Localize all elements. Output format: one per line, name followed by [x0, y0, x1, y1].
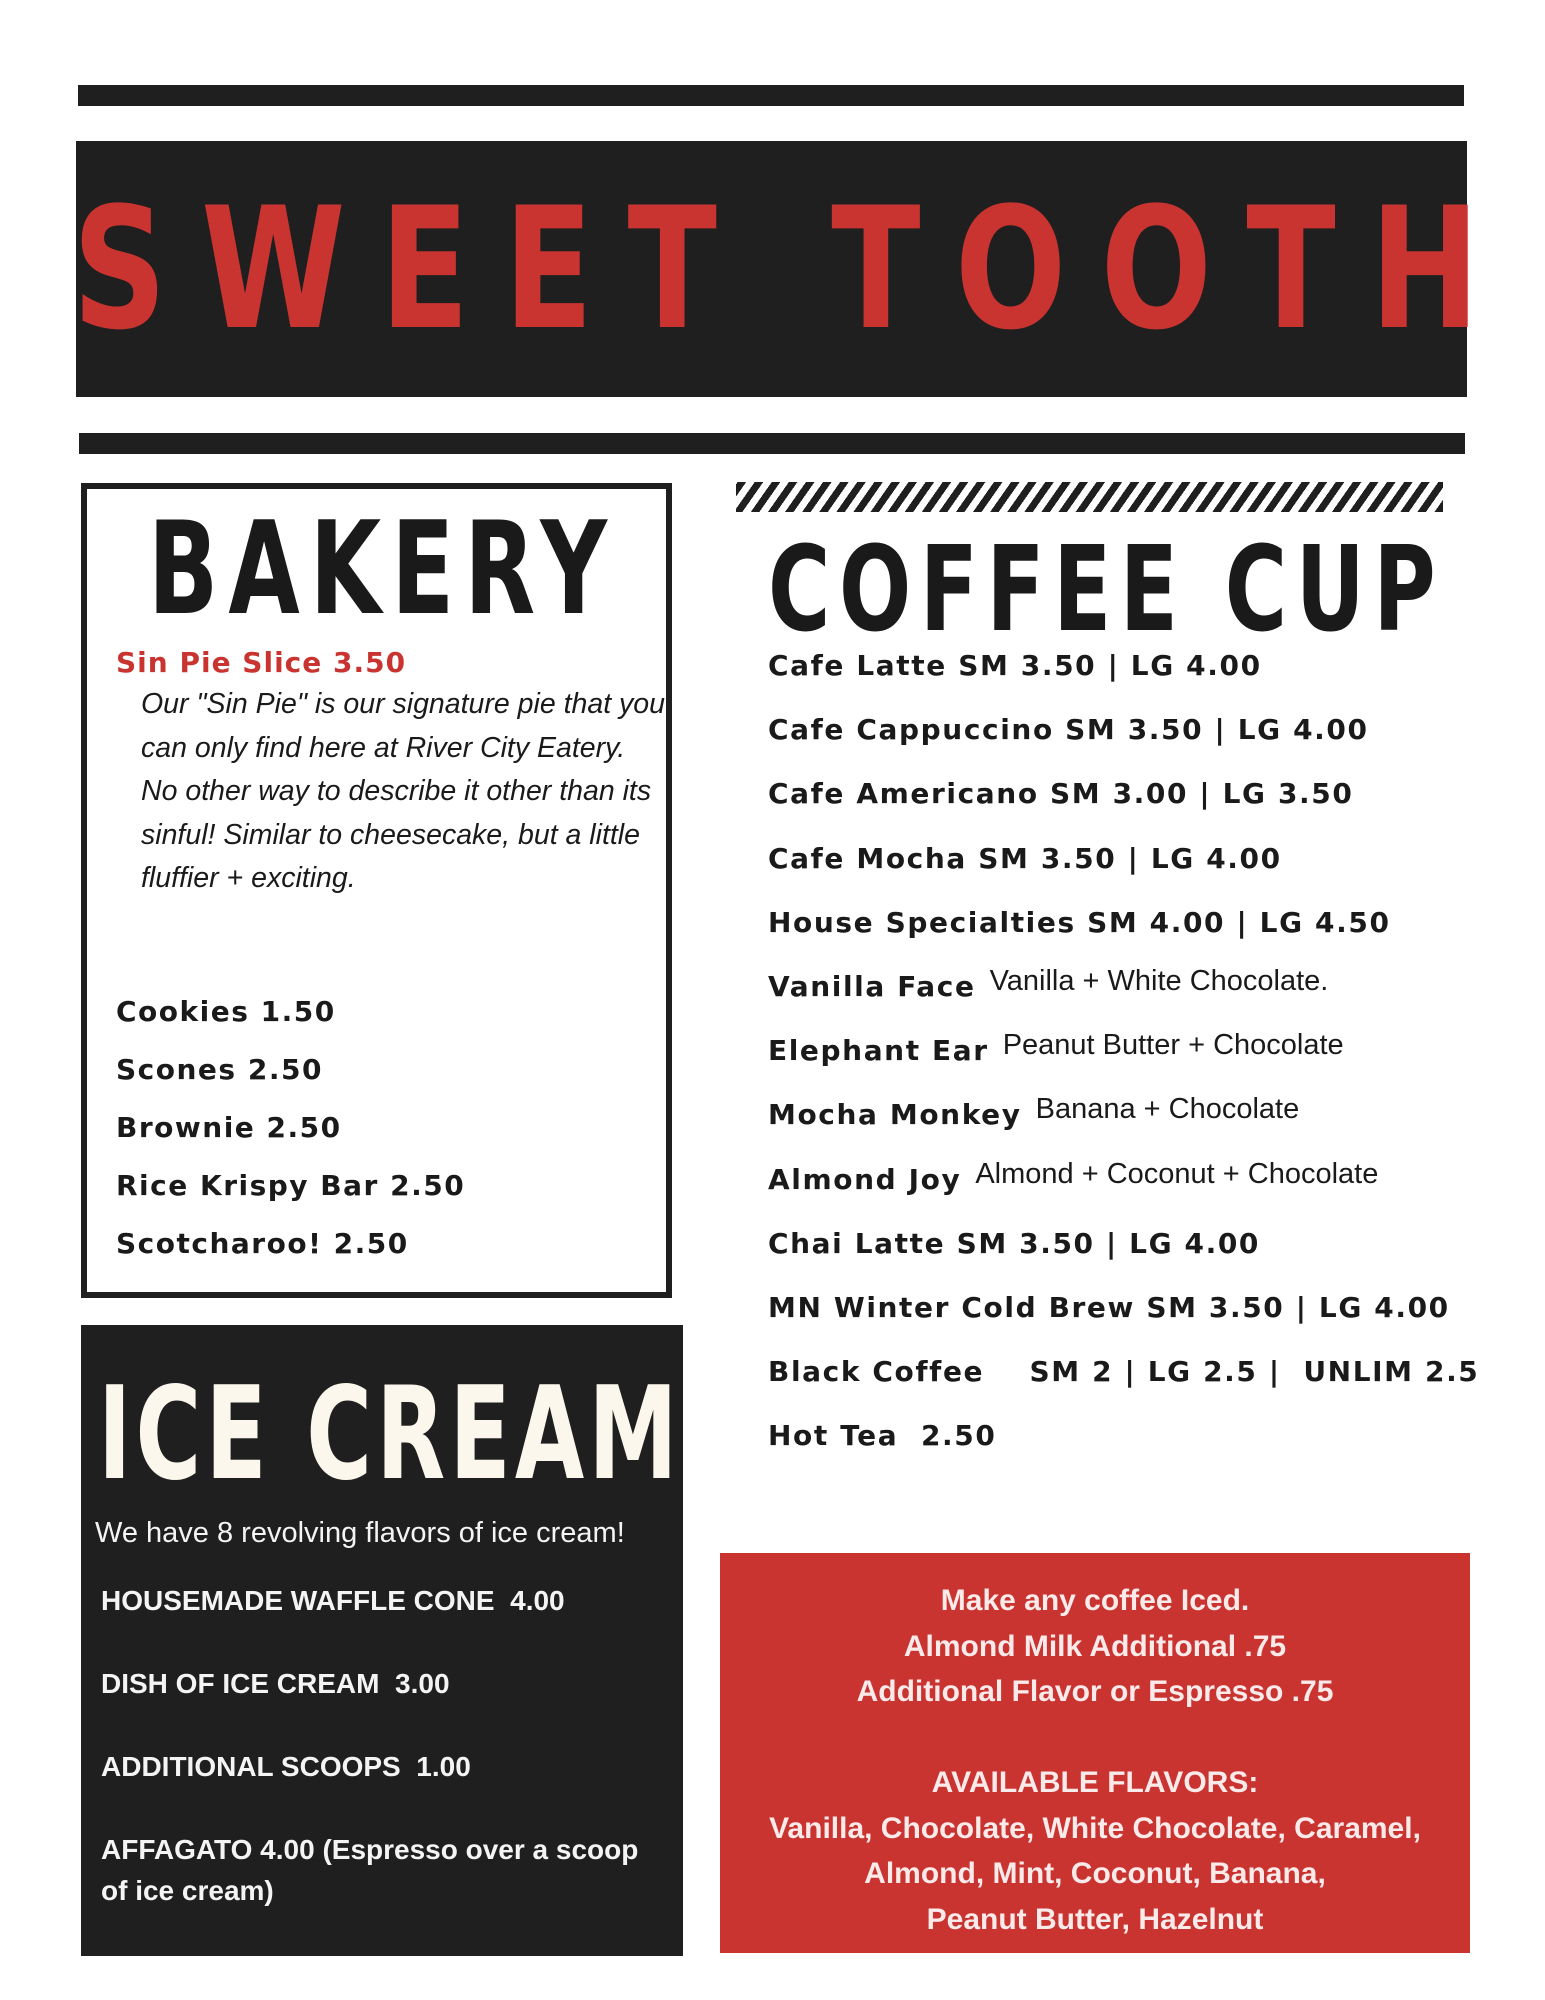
coffee-item-name: Elephant Ear — [768, 1034, 989, 1068]
coffee-item — [768, 841, 1493, 905]
coffee-item — [768, 712, 1493, 776]
ice-cream-subtitle: We have 8 revolving flavors of ice cream! — [95, 1517, 625, 1549]
header-banner — [72, 141, 1515, 397]
header-bottom-rule — [79, 433, 1465, 454]
flavors-heading: AVAILABLE FLAVORS: — [931, 1766, 1259, 1799]
coffee-item-description: Peanut Butter + Chocolate — [1002, 1029, 1344, 1062]
menu-item: Scones 2.50 — [116, 1053, 323, 1086]
coffee-item — [768, 1290, 1493, 1354]
coffee-item-description: Almond + Coconut + Chocolate — [975, 1157, 1379, 1190]
menu-item: Cookies 1.50 — [116, 995, 336, 1028]
option-line: Almond Milk Additional .75 — [903, 1629, 1287, 1663]
coffee-item-name: Cafe Latte SM 3.50 | LG 4.00 — [768, 649, 1262, 682]
options-text — [720, 1578, 1470, 1942]
featured-item-title: Sin Pie Slice 3.50 — [116, 646, 407, 679]
coffee-item-name: Black Coffee SM 2 | LG 2.5 | UNLIM 2.5 — [768, 1355, 1480, 1389]
ice-cream-menu-list — [101, 1580, 661, 1953]
coffee-item — [768, 1418, 1493, 1482]
coffee-item-name: Cafe Americano SM 3.00 | LG 3.50 — [768, 777, 1354, 811]
spacer — [720, 1715, 1470, 1761]
coffee-item-name: House Specialties SM 4.00 | LG 4.50 — [768, 905, 1391, 939]
hatched-divider — [736, 482, 1443, 512]
coffee-item — [768, 964, 1493, 1033]
flavors-line: Vanilla, Chocolate, White Chocolate, Caramel, — [769, 1811, 1421, 1845]
ice-cream-item: HOUSEMADE WAFFLE CONE 4.00 — [101, 1585, 565, 1616]
featured-item-description: Our "Sin Pie" is our signature pie that you can only find here at River City Eatery. No other way to describe it other than its sinful! Similar to cheesecake, but a little fluffier + exciting. — [141, 688, 666, 894]
coffee-item — [768, 1226, 1493, 1290]
menu-item: Brownie 2.50 — [116, 1111, 342, 1144]
coffee-item-name: Cafe Mocha SM 3.50 | LG 4.00 — [768, 841, 1282, 875]
menu-item: Scotcharoo! 2.50 — [116, 1227, 409, 1260]
coffee-item — [768, 1093, 1493, 1161]
coffee-item-name: Hot Tea 2.50 — [768, 1419, 997, 1453]
menu-item: Rice Krispy Bar 2.50 — [116, 1169, 466, 1202]
option-line: Make any coffee Iced. — [940, 1584, 1250, 1617]
coffee-item — [768, 776, 1493, 840]
option-line: Additional Flavor or Espresso .75 — [856, 1675, 1334, 1708]
top-rule — [78, 85, 1464, 106]
coffee-item — [768, 648, 1493, 712]
coffee-menu-list — [768, 648, 1493, 1482]
coffee-item-name: MN Winter Cold Brew SM 3.50 | LG 4.00 — [768, 1290, 1450, 1324]
coffee-item-description: Vanilla + White Chocolate. — [989, 964, 1329, 997]
coffee-item-name: Almond Joy — [768, 1162, 962, 1196]
ice-cream-heading: ICE CREAM — [98, 1360, 682, 1509]
bakery-heading: BAKERY — [148, 495, 618, 644]
page-title: SWEET TOOTH — [72, 171, 1515, 367]
coffee-item — [768, 1157, 1493, 1226]
flavors-line: Almond, Mint, Coconut, Banana, — [864, 1857, 1326, 1890]
coffee-item — [768, 1354, 1493, 1418]
ice-cream-item: ADDITIONAL SCOOPS 1.00 — [101, 1751, 471, 1782]
coffee-item — [768, 905, 1493, 969]
coffee-item-description: Banana + Chocolate — [1035, 1093, 1300, 1126]
coffee-item-name: Cafe Cappuccino SM 3.50 | LG 4.00 — [768, 713, 1369, 747]
coffee-item-name: Mocha Monkey — [768, 1098, 1022, 1132]
coffee-heading: COFFEE CUP — [768, 520, 1445, 658]
bakery-menu-list — [116, 995, 465, 1285]
ice-cream-item: AFFAGATO 4.00 (Espresso over a scoop of ice cream) — [101, 1834, 639, 1906]
coffee-item — [768, 1029, 1493, 1097]
coffee-item-name: Chai Latte SM 3.50 | LG 4.00 — [768, 1226, 1261, 1260]
coffee-item-name: Vanilla Face — [768, 969, 976, 1003]
ice-cream-item: DISH OF ICE CREAM 3.00 — [101, 1668, 450, 1699]
flavors-line: Peanut Butter, Hazelnut — [926, 1902, 1264, 1936]
